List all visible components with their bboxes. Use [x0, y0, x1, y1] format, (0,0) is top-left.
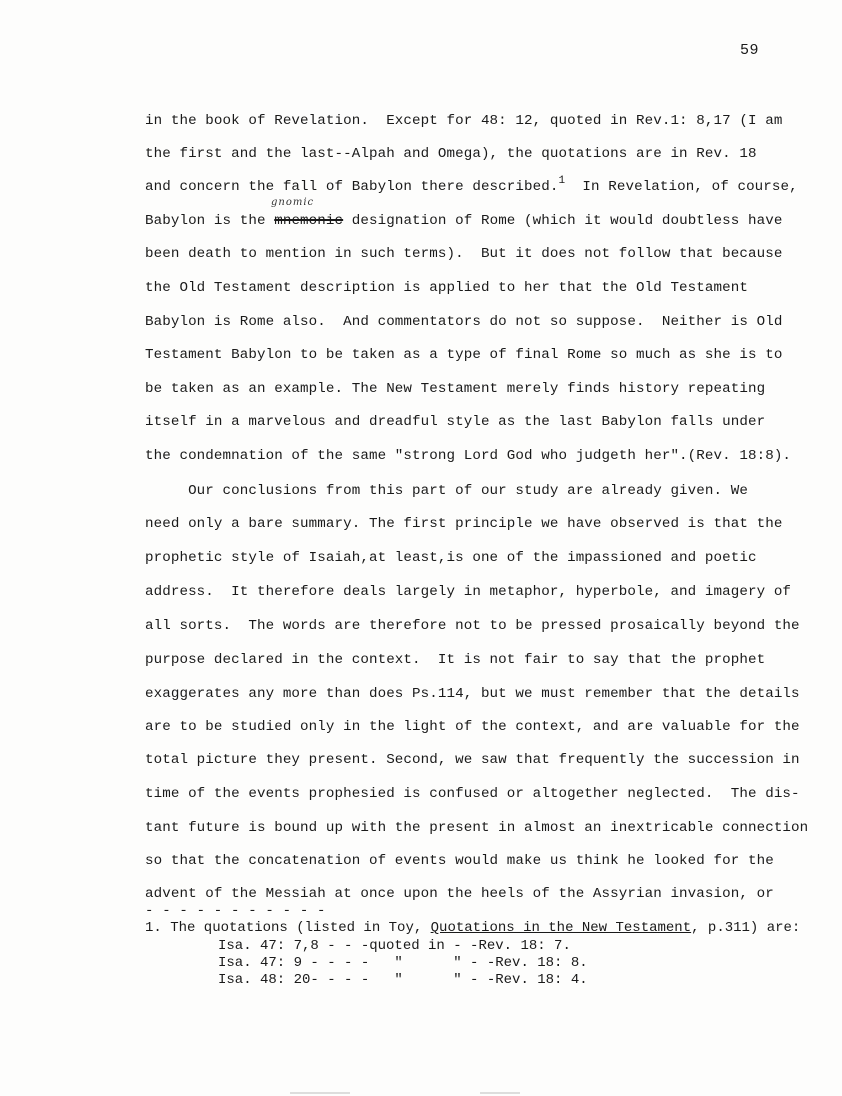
body-line-17: purpose declared in the context. It is not fair to say that the prophet [145, 652, 766, 668]
footnote-marker: 1 [558, 175, 566, 187]
body-line-8: Testament Babylon to be taken as a type of final Rome so much as she is to [145, 347, 783, 363]
body-line-3 [145, 175, 798, 197]
footnote-tail: , p.311) are: [691, 920, 801, 936]
handwritten-correction: gnomic [271, 197, 315, 208]
body-line-11: the condemnation of the same "strong Lord God who judgeth her".(Rev. 18:8). [145, 448, 792, 464]
struck-word: mnemonic [274, 213, 344, 229]
body-line-4 [145, 212, 782, 230]
body-line-19: are to be studied only in the light of the context, and are valuable for the [145, 719, 800, 735]
footnote-book-title: Quotations in the New Testament [430, 920, 692, 936]
body-line-6: the Old Testament description is applied to her that the Old Testament [145, 280, 748, 296]
footnote-lead: 1. The quotations (listed in Toy, [145, 920, 431, 936]
footnote-separator: - - - - - - - - - - - [145, 903, 326, 919]
body-line-4-tail: designation of Rome (which it would doubtless have [343, 213, 783, 229]
body-line-5: been death to mention in such terms). But it does not follow that because [145, 246, 783, 262]
body-line-23: so that the concatenation of events would make us think he looked for the [145, 853, 774, 869]
page-number: 59 [740, 42, 760, 59]
footnote-line-1 [145, 920, 800, 936]
body-line-7: Babylon is Rome also. And commentators do not so suppose. Neither is Old [145, 314, 783, 330]
body-line-1: in the book of Revelation. Except for 48: 12, quoted in Rev.1: 8,17 (I am [145, 113, 783, 129]
body-line-24: advent of the Messiah at once upon the heels of the Assyrian invasion, or [145, 886, 774, 902]
footnote-row-2: Isa. 47: 9 - - - - " " - -Rev. 18: 8. [218, 955, 588, 971]
footnote-row-1: Isa. 47: 7,8 - - -quoted in - -Rev. 18: 7. [218, 938, 571, 954]
body-line-13: need only a bare summary. The first principle we have observed is that the [145, 516, 783, 532]
body-line-16: all sorts. The words are therefore not to be pressed prosaically beyond the [145, 618, 800, 634]
scan-artifact [480, 1092, 520, 1094]
body-line-9: be taken as an example. The New Testament merely finds history repeating [145, 381, 766, 397]
body-line-12: Our conclusions from this part of our study are already given. We [145, 483, 748, 499]
body-line-18: exaggerates any more than does Ps.114, but we must remember that the details [145, 686, 800, 702]
body-line-21: time of the events prophesied is confused or altogether neglected. The dis- [145, 786, 800, 802]
body-line-22: tant future is bound up with the present in almost an inextricable connection [145, 820, 809, 836]
body-line-2: the first and the last--Alpah and Omega), the quotations are in Rev. 18 [145, 146, 757, 162]
body-line-3-text: and concern the fall of Babylon there described. [145, 179, 559, 195]
body-line-14: prophetic style of Isaiah,at least,is one of the impassioned and poetic [145, 550, 757, 566]
body-line-3-tail: In Revelation, of course, [565, 179, 798, 195]
scan-artifact [290, 1092, 350, 1094]
body-line-10: itself in a marvelous and dreadful style as the last Babylon falls under [145, 414, 766, 430]
body-line-4-text: Babylon is the [145, 213, 275, 229]
body-line-20: total picture they present. Second, we saw that frequently the succession in [145, 752, 800, 768]
body-line-15: address. It therefore deals largely in metaphor, hyperbole, and imagery of [145, 584, 792, 600]
footnote-row-3: Isa. 48: 20- - - - " " - -Rev. 18: 4. [218, 972, 588, 988]
